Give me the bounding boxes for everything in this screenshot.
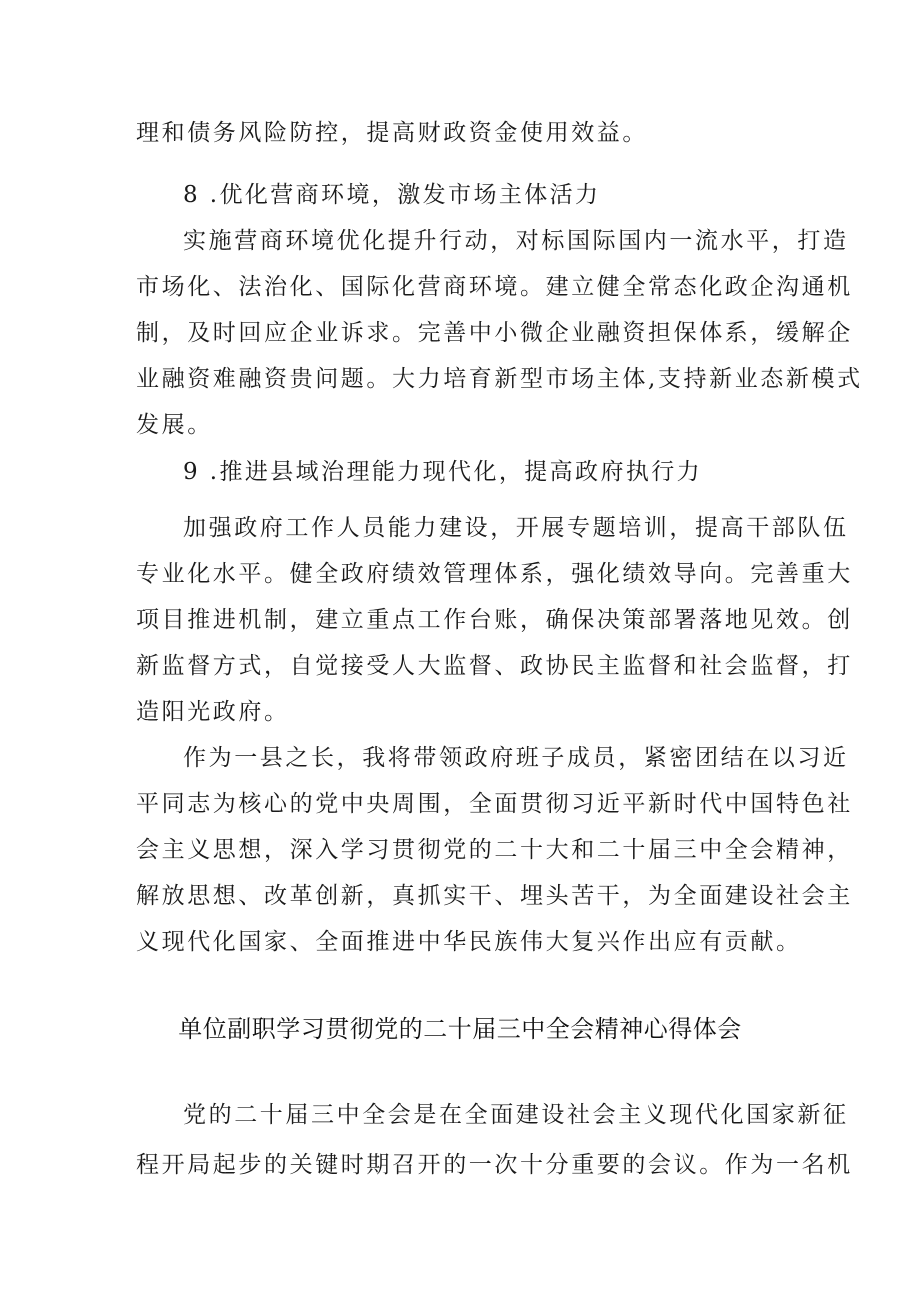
paragraph-line: 作为一县之长，我将带领政府班子成员，紧密团结在以习近 bbox=[183, 745, 849, 771]
paragraph-line: 实施营商环境优化提升行动，对标国际国内一流水平，打造 bbox=[183, 228, 849, 254]
paragraph-line: 理和债务风险防控，提高财政资金使用效益。 bbox=[136, 120, 648, 146]
section-heading-8: 8 .优化营商环境，激发市场主体活力 bbox=[183, 182, 601, 208]
paragraph-line: 新监督方式，自觉接受人大监督、政协民主监督和社会监督，打 bbox=[136, 653, 853, 679]
section-heading-9: 9 .推进县域治理能力现代化，提高政府执行力 bbox=[183, 459, 703, 485]
paragraph-line: 加强政府工作人员能力建设，开展专题培训，提高干部队伍 bbox=[183, 515, 849, 541]
paragraph-line: 程开局起步的关键时期召开的一次十分重要的会议。作为一名机 bbox=[136, 1152, 853, 1178]
paragraph-line: 市场化、法治化、国际化营商环境。建立健全常态化政企沟通机 bbox=[136, 274, 853, 300]
paragraph-line: 平同志为核心的党中央周围，全面贯彻习近平新时代中国特色社 bbox=[136, 791, 853, 817]
paragraph-line: 解放思想、改革创新，真抓实干、埋头苦干，为全面建设社会主 bbox=[136, 883, 853, 909]
paragraph-line: 会主义思想，深入学习贯彻党的二十大和二十届三中全会精神， bbox=[136, 837, 853, 863]
article-title: 单位副职学习贯彻党的二十届三中全会精神心得体会 bbox=[178, 1015, 742, 1043]
paragraph-line: 业融资难融资贵问题。大力培育新型市场主体,支持新业态新模式 bbox=[136, 366, 863, 392]
paragraph-line: 制，及时回应企业诉求。完善中小微企业融资担保体系，缓解企 bbox=[136, 320, 853, 346]
paragraph-line: 项目推进机制，建立重点工作台账，确保决策部署落地见效。创 bbox=[136, 607, 853, 633]
paragraph-line: 专业化水平。健全政府绩效管理体系，强化绩效导向。完善重大 bbox=[136, 561, 853, 587]
paragraph-line: 义现代化国家、全面推进中华民族伟大复兴作出应有贡献。 bbox=[136, 929, 802, 955]
paragraph-line: 造阳光政府。 bbox=[136, 699, 290, 725]
paragraph-line: 发展。 bbox=[136, 412, 213, 438]
paragraph-line: 党的二十届三中全会是在全面建设社会主义现代化国家新征 bbox=[183, 1102, 849, 1128]
